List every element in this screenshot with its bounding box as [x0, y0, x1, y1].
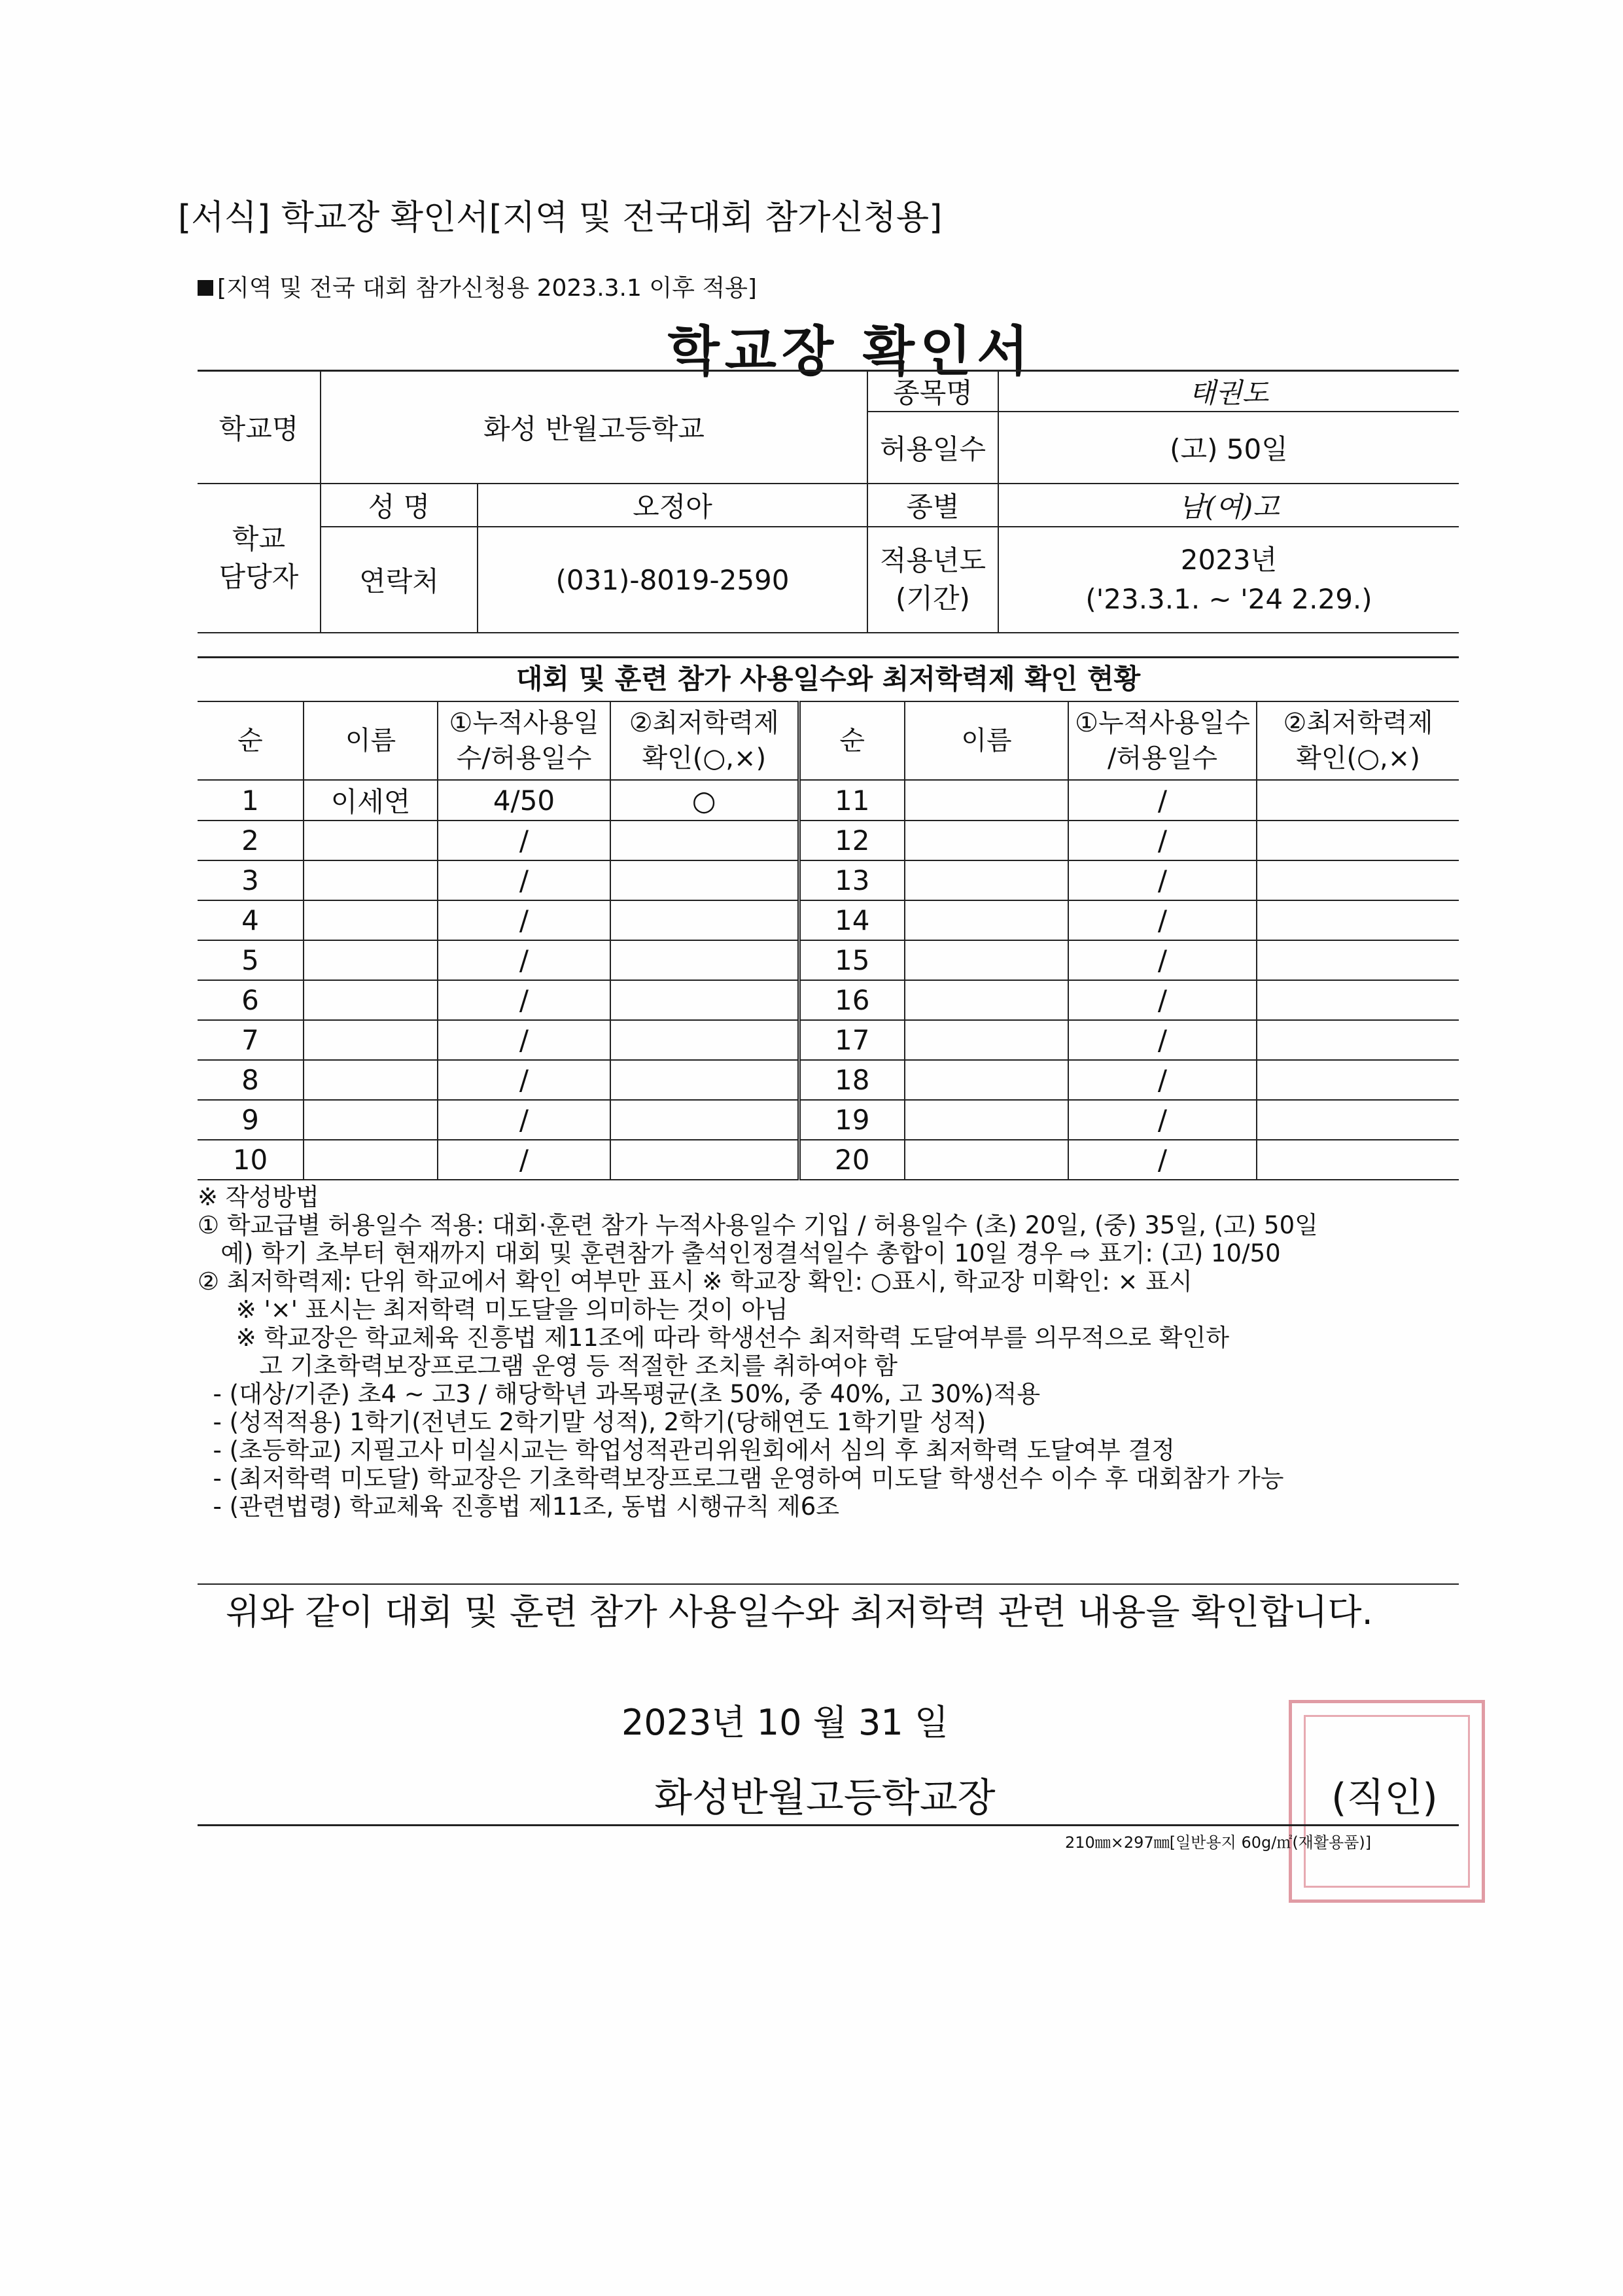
table-cell [304, 1100, 438, 1140]
table-cell: 19 [799, 1100, 905, 1140]
table-cell: 16 [799, 980, 905, 1020]
table-cell [905, 980, 1068, 1020]
table-row [198, 780, 1459, 821]
table-cell [304, 1020, 438, 1060]
table-cell: / [438, 1020, 610, 1060]
table-row [198, 1020, 1459, 1060]
roster-header-row [198, 701, 1459, 780]
table-row [198, 980, 1459, 1020]
table-cell [905, 1100, 1068, 1140]
table-cell [1257, 980, 1459, 1020]
table-cell: 13 [799, 860, 905, 900]
note-line: - (관련법령) 학교체육 진흥법 제11조, 동법 시행규칙 제6조 [198, 1492, 840, 1521]
table-cell: / [1068, 860, 1257, 900]
issue-date: 2023년 10 월 31 일 [621, 1702, 949, 1743]
table-cell [304, 900, 438, 940]
header-min-academic-2: ②최저학력제 확인(○,×) [1257, 701, 1459, 780]
header-no-2: 순 [799, 701, 905, 780]
form-subtitle-text: [지역 및 전국 대회 참가신청용 2023.3.1 이후 적용] [217, 275, 757, 302]
table-cell: / [1068, 980, 1257, 1020]
table-cell [1257, 1020, 1459, 1060]
table-cell [1257, 780, 1459, 821]
form-title: [서식] 학교장 확인서[지역 및 전국대회 참가신청용] [178, 198, 943, 238]
table-cell: 15 [799, 940, 905, 980]
table-cell [304, 1140, 438, 1180]
table-cell [905, 860, 1068, 900]
table-cell [1257, 900, 1459, 940]
event-label: 종목명 [867, 371, 998, 412]
table-cell: 5 [198, 940, 304, 980]
table-cell [304, 940, 438, 980]
table-cell [610, 860, 799, 900]
form-subtitle [198, 270, 757, 303]
period-value: ('23.3.1. ~ '24 2.29.) [1085, 583, 1372, 615]
table-cell: 1 [198, 780, 304, 821]
year-cell [998, 527, 1459, 633]
school-info-table [198, 370, 1459, 633]
table-cell: 이세연 [304, 780, 438, 821]
table-cell [905, 900, 1068, 940]
table-cell [1257, 1140, 1459, 1180]
table-cell [610, 1020, 799, 1060]
table-cell: / [438, 860, 610, 900]
manager-label: 학교 담당자 [198, 484, 321, 633]
table-row [198, 821, 1459, 860]
table-row [198, 900, 1459, 940]
table-cell [610, 900, 799, 940]
table-cell [905, 1020, 1068, 1060]
category-label: 종별 [867, 484, 998, 527]
table-cell: 4 [198, 900, 304, 940]
manager-name-value: 오정아 [478, 484, 867, 527]
main-title: 학교장 확인서 [667, 321, 1034, 383]
table-cell: ○ [610, 780, 799, 821]
table-cell [610, 821, 799, 860]
table-cell [304, 860, 438, 900]
table-cell [610, 1140, 799, 1180]
table-cell: / [1068, 780, 1257, 821]
note-line: ① 학교급별 허용일수 적용: 대회·훈련 참가 누적사용일수 기입 / 허용일수 (초) 20일, (중) 35일, (고) 50일 [198, 1211, 1318, 1239]
table-cell [905, 780, 1068, 821]
manager-name-label: 성 명 [321, 484, 478, 527]
contact-value: (031)-8019-2590 [478, 527, 867, 633]
note-line: ※ 학교장은 학교체육 진흥법 제11조에 따라 학생선수 최저학력 도달여부를 의무적으로 확인하 [198, 1324, 1229, 1352]
contact-label: 연락처 [321, 527, 478, 633]
note-line: - (초등학교) 지필고사 미실시교는 학업성적관리위원회에서 심의 후 최저학력 도달여부 결정 [198, 1436, 1176, 1464]
confirmation-text: 위와 같이 대회 및 훈련 참가 사용일수와 최저학력 관련 내용을 확인합니다. [226, 1591, 1373, 1633]
year-value: 2023년 [1180, 544, 1278, 576]
writing-notes [198, 1183, 1460, 1521]
table-cell: / [1068, 900, 1257, 940]
table-cell [1257, 1100, 1459, 1140]
table-cell: 10 [198, 1140, 304, 1180]
note-line: - (최저학력 미도달) 학교장은 기초학력보장프로그램 운영하여 미도달 학생선수 이수 후 대회참가 가능 [198, 1464, 1284, 1492]
table-cell [610, 980, 799, 1020]
table-cell: / [438, 980, 610, 1020]
header-min-academic: ②최저학력제 확인(○,×) [610, 701, 799, 780]
table-cell [304, 821, 438, 860]
table-cell [610, 1100, 799, 1140]
header-days: ①누적사용일 수/허용일수 [438, 701, 610, 780]
table-cell [1257, 1060, 1459, 1100]
table-row [198, 1100, 1459, 1140]
table-cell: 17 [799, 1020, 905, 1060]
table-cell [905, 1140, 1068, 1180]
roster-banner: 대회 및 훈련 참가 사용일수와 최저학력제 확인 현황 [198, 656, 1459, 703]
note-line: ※ '×' 표시는 최저학력 미도달을 의미하는 것이 아님 [198, 1296, 788, 1324]
table-cell: / [1068, 940, 1257, 980]
allowed-days-label: 허용일수 [867, 412, 998, 484]
table-cell [610, 1060, 799, 1100]
square-bullet-icon [198, 280, 213, 296]
note-line: - (대상/기준) 초4 ~ 고3 / 해당학년 과목평균(초 50%, 중 40%, 고 30%)적용 [198, 1380, 1041, 1408]
school-name-label: 학교명 [198, 371, 321, 484]
table-cell [1257, 940, 1459, 980]
table-cell: 2 [198, 821, 304, 860]
table-cell: / [438, 1060, 610, 1100]
category-value: 남(여)고 [998, 484, 1459, 527]
table-cell [1257, 860, 1459, 900]
roster-table [198, 701, 1459, 1180]
table-cell: / [438, 1140, 610, 1180]
table-cell: 7 [198, 1020, 304, 1060]
table-cell: 4/50 [438, 780, 610, 821]
header-days-2: ①누적사용일수 /허용일수 [1068, 701, 1257, 780]
table-cell [304, 980, 438, 1020]
table-cell [610, 940, 799, 980]
table-cell [304, 1060, 438, 1100]
table-cell: / [1068, 1060, 1257, 1100]
table-cell [905, 940, 1068, 980]
table-row [198, 940, 1459, 980]
seal-label: (직인) [1331, 1775, 1438, 1821]
table-cell: 3 [198, 860, 304, 900]
table-row [198, 1140, 1459, 1180]
table-cell: / [1068, 1100, 1257, 1140]
table-cell: / [1068, 821, 1257, 860]
note-line: ※ 작성방법 [198, 1183, 319, 1211]
table-cell [905, 1060, 1068, 1100]
table-cell [905, 821, 1068, 860]
table-cell: 8 [198, 1060, 304, 1100]
table-cell [1257, 821, 1459, 860]
table-cell: / [438, 1100, 610, 1140]
principal-title: 화성반월고등학교장 [654, 1775, 996, 1821]
school-name-value: 화성 반월고등학교 [321, 371, 867, 484]
year-label: 적용년도 (기간) [867, 527, 998, 633]
table-cell: / [1068, 1140, 1257, 1180]
allowed-days-value: (고) 50일 [998, 412, 1459, 484]
note-line: ② 최저학력제: 단위 학교에서 확인 여부만 표시 ※ 학교장 확인: ○표시, 학교장 미확인: × 표시 [198, 1267, 1193, 1296]
table-cell: 11 [799, 780, 905, 821]
table-cell: 18 [799, 1060, 905, 1100]
header-no: 순 [198, 701, 304, 780]
paper-spec: 210㎜×297㎜[일반용지 60g/㎡(재활용품)] [1065, 1833, 1372, 1852]
event-value: 태권도 [998, 371, 1459, 412]
table-cell: / [1068, 1020, 1257, 1060]
header-name: 이름 [304, 701, 438, 780]
table-cell: 12 [799, 821, 905, 860]
table-cell: / [438, 821, 610, 860]
note-line: 예) 학기 초부터 현재까지 대회 및 훈련참가 출석인정결석일수 총합이 10일 경우 ⇨ 표기: (고) 10/50 [198, 1239, 1281, 1267]
table-cell: 20 [799, 1140, 905, 1180]
table-cell: / [438, 900, 610, 940]
table-row [198, 860, 1459, 900]
table-cell: / [438, 940, 610, 980]
note-line: 고 기초학력보장프로그램 운영 등 적절한 조치를 취하여야 함 [198, 1352, 898, 1380]
table-cell: 6 [198, 980, 304, 1020]
bottom-divider [198, 1824, 1459, 1826]
table-cell: 9 [198, 1100, 304, 1140]
table-cell: 14 [799, 900, 905, 940]
note-line: - (성적적용) 1학기(전년도 2학기말 성적), 2학기(당해연도 1학기말 성적) [198, 1408, 986, 1436]
header-name-2: 이름 [905, 701, 1068, 780]
table-row [198, 1060, 1459, 1100]
